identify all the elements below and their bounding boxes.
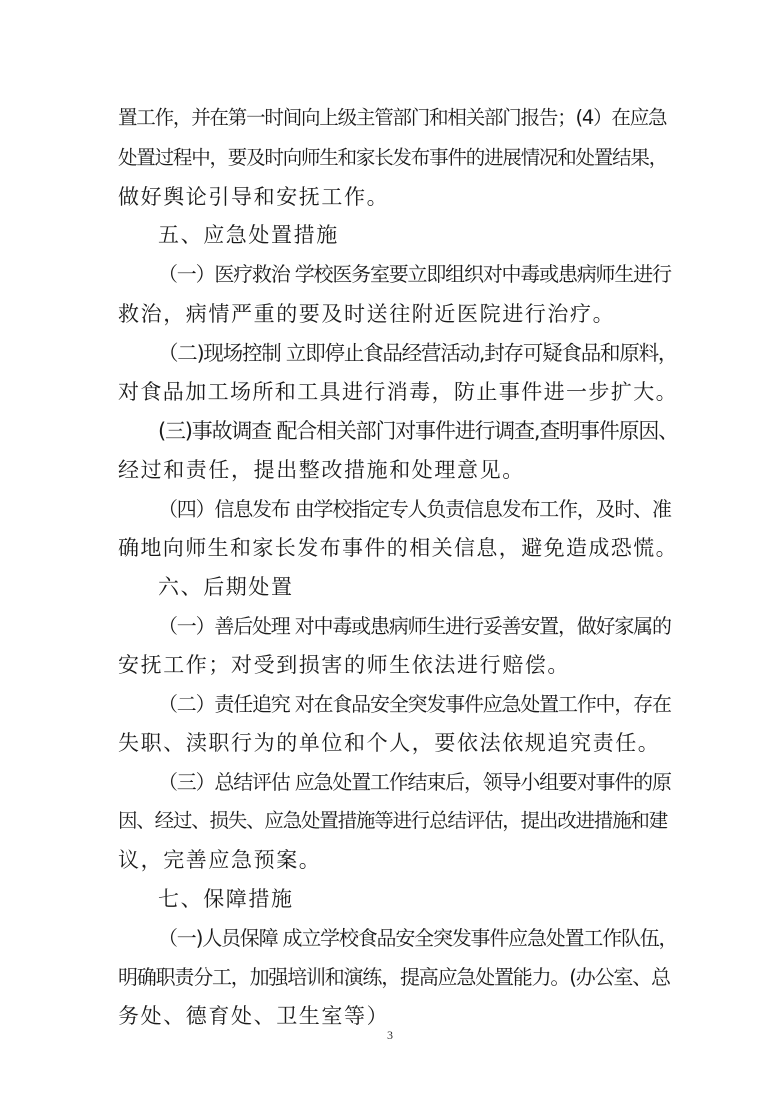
- text-line: 议，完善应急预案。: [118, 848, 322, 872]
- text-line: 确地向师生和家长发布事件的相关信息，避免造成恐慌。: [118, 536, 678, 560]
- text-line: 置工作，并在第一时间向上级主管部门和相关部门报告；(4）在应急: [118, 106, 667, 129]
- text-line: 对食品加工场所和工具进行消毒，防止事件进一步扩大。: [118, 380, 678, 404]
- section-heading: 七、保障措施: [158, 887, 294, 911]
- section-heading: 六、后期处置: [158, 575, 294, 599]
- text-line: 做好舆论引导和安抚工作。: [118, 185, 390, 209]
- section-heading: 五、应急处置措施: [158, 223, 339, 247]
- text-line: （三）总结评估 应急处置工作结束后，领导小组要对事件的原: [158, 770, 671, 794]
- text-line: 救治，病情严重的要及时送往附近医院进行治疗。: [118, 302, 616, 326]
- text-line: 经过和责任，提出整改措施和处理意见。: [118, 458, 525, 482]
- text-line: 失职、渎职行为的单位和个人，要依法依规追究责任。: [118, 731, 661, 755]
- text-line: 明确职责分工，加强培训和演练，提高应急处置能力。(办公室、总: [118, 965, 670, 989]
- text-line: （一）医疗救治 学校医务室要立即组织对中毒或患病师生进行: [158, 262, 671, 286]
- text-line: 处置过程中，要及时向师生和家长发布事件的进展情况和处置结果，: [118, 146, 668, 169]
- text-line: （二)现场控制 立即停止食品经营活动,封存可疑食品和原料，: [158, 341, 678, 365]
- text-line: （二）责任追究 对在食品安全突发事件应急处置工作中，存在: [158, 692, 671, 716]
- text-line: （一）善后处理 对中毒或患病师生进行妥善安置，做好家属的: [158, 614, 671, 638]
- page-number: 3: [387, 1028, 393, 1042]
- text-line: （四）信息发布 由学校指定专人负责信息发布工作，及时、准: [158, 497, 671, 521]
- text-line: 安抚工作；对受到损害的师生依法进行赔偿。: [118, 653, 570, 677]
- text-line: 因、经过、损失、应急处置措施等进行总结评估，提出改进措施和建: [118, 809, 668, 832]
- text-line: (三)事故调查 配合相关部门对事件进行调查,查明事件原因、: [158, 419, 678, 443]
- text-line: 务处、德育处、卫生室等）: [118, 1004, 390, 1028]
- text-line: （一)人员保障 成立学校食品安全突发事件应急处置工作队伍，: [158, 926, 678, 950]
